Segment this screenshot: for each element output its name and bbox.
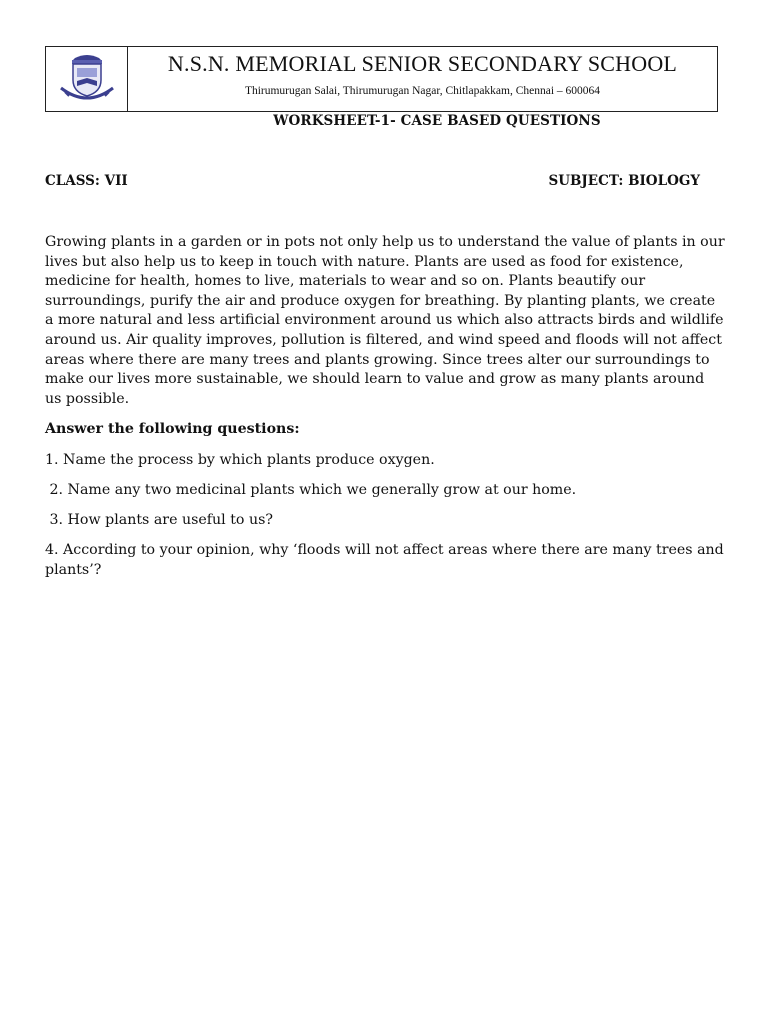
school-header [45, 46, 718, 112]
school-name: N.S.N. MEMORIAL SENIOR SECONDARY SCHOOL [167, 51, 678, 76]
class-label: CLASS: VII [45, 173, 128, 189]
school-crest-icon [55, 50, 119, 108]
school-info [128, 47, 717, 111]
subject-label: SUBJECT: BIOLOGY [548, 173, 700, 189]
question-2: 2. Name any two medicinal plants which we generally grow at our home. [45, 482, 577, 498]
question-4: 4. According to your opinion, why ‘floods will not affect areas where there are many trees and plants’? [45, 542, 724, 578]
question-1: 1. Name the process by which plants produce oxygen. [45, 452, 435, 468]
questions-heading: Answer the following questions: [45, 421, 300, 437]
question-3: 3. How plants are useful to us? [45, 512, 274, 528]
worksheet-title: WORKSHEET-1- CASE BASED QUESTIONS [273, 113, 601, 129]
class-subject-row [45, 173, 700, 189]
case-passage: Growing plants in a garden or in pots not only help us to understand the value of plants in our lives but also help us to keep in touch with nature. Plants are used as food for existence, medicine for health, homes to live, materials to wear and so on. Plants beautify our surroundings, purify the air and produce oxygen for breathing. By planting plants, we create a more natural and less artificial environment around us which also attracts birds and wildlife around us. Air quality improves, pollution is filtered, and wind speed and floods will not affect areas where there are many trees and plants growing. Since trees alter our surroundings to make our lives more sustainable, we should learn to value and grow as many plants around us possible. [45, 234, 725, 407]
school-address: Thirumurugan Salai, Thirumurugan Nagar, Chitlapakkam, Chennai – 600064 [244, 85, 601, 97]
logo-cell [46, 47, 128, 111]
